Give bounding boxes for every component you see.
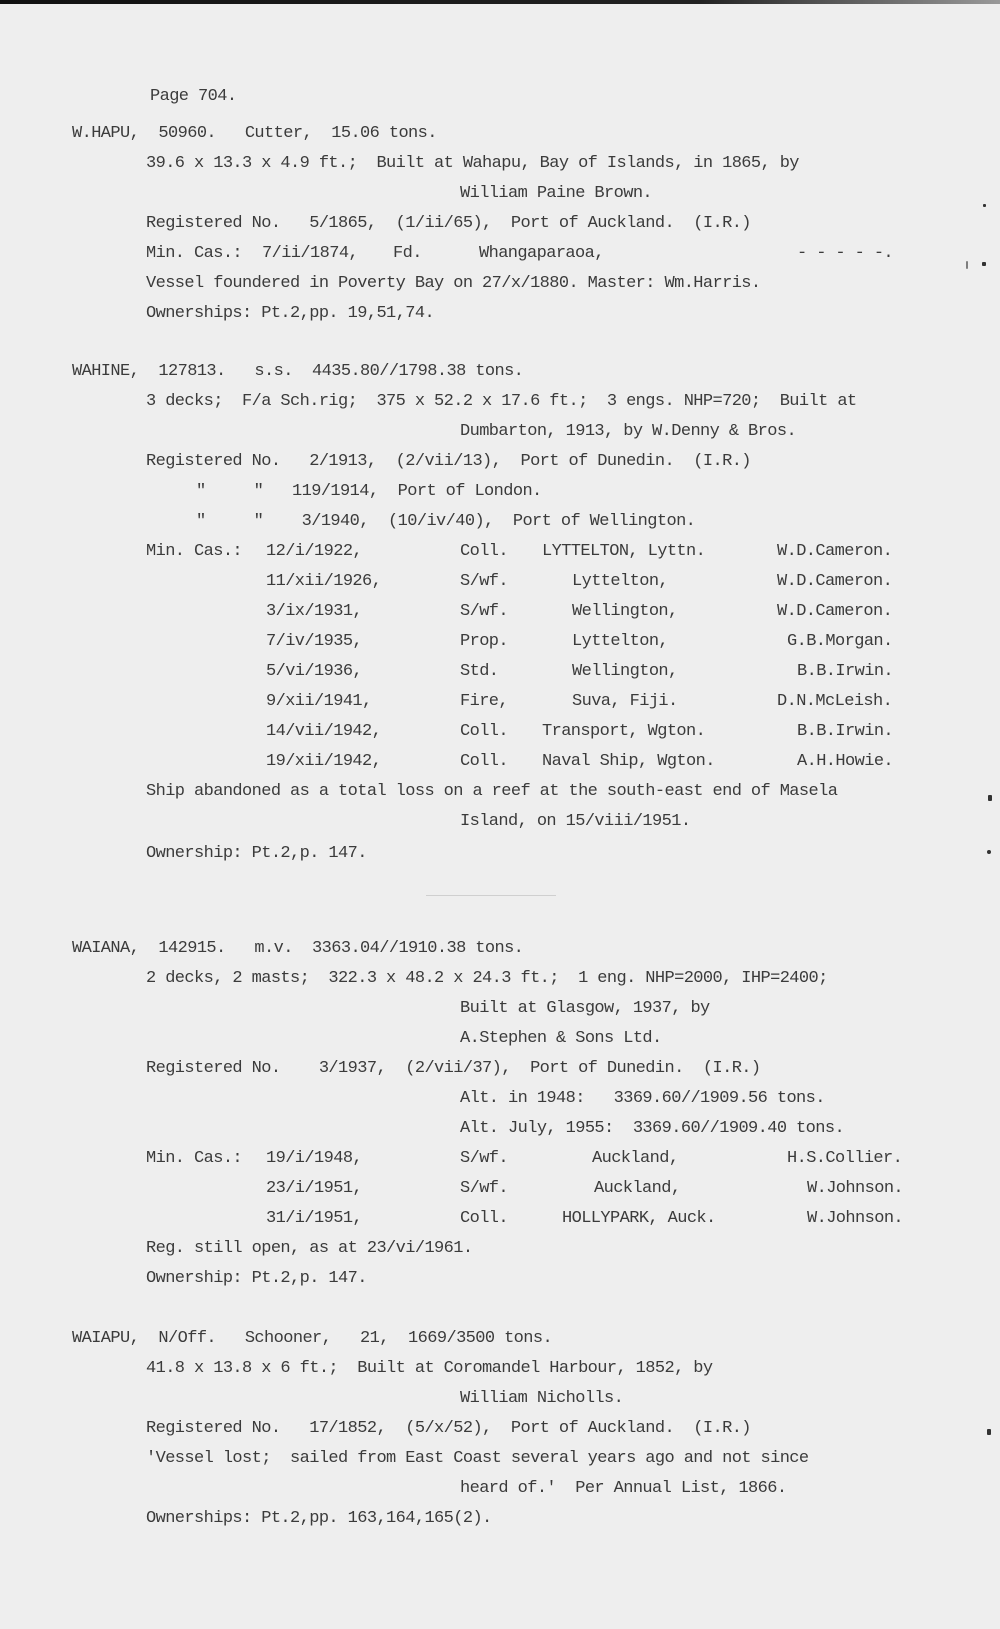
- entry-heading: WAIAPU, N/Off. Schooner, 21, 1669/3500 tons.: [72, 1329, 553, 1348]
- entry-note: heard of.' Per Annual List, 1866.: [460, 1479, 787, 1498]
- casualty-date: 3/ix/1931,: [266, 602, 363, 621]
- faint-rule: [426, 895, 556, 896]
- casualty-type: S/wf.: [460, 602, 509, 621]
- ownership-line: Ownership: Pt.2,p. 147.: [146, 1269, 367, 1288]
- entry-line: A.Stephen & Sons Ltd.: [460, 1029, 662, 1048]
- entry-line: 2 decks, 2 masts; 322.3 x 48.2 x 24.3 ft.; 1 eng. NHP=2000, IHP=2400;: [146, 969, 828, 988]
- entry-line: William Paine Brown.: [460, 184, 653, 203]
- casualty-master: W.Johnson.: [807, 1179, 904, 1198]
- casualty-type: S/wf.: [460, 1179, 509, 1198]
- entry-heading: WAHINE, 127813. s.s. 4435.80//1798.38 tons.: [72, 362, 524, 381]
- entry-line: 3 decks; F/a Sch.rig; 375 x 52.2 x 17.6 ft.; 3 engs. NHP=720; Built at: [146, 392, 857, 411]
- registration-line: " " 3/1940, (10/iv/40), Port of Wellington.: [196, 512, 696, 531]
- casualty-type: Fire,: [460, 692, 509, 711]
- casualty-master: W.D.Cameron.: [777, 542, 893, 561]
- registration-line: Registered No. 5/1865, (1/ii/65), Port of Auckland. (I.R.): [146, 214, 751, 233]
- casualty-type: Coll.: [460, 1209, 509, 1228]
- casualty-place: Auckland,: [592, 1149, 679, 1168]
- alteration-line: Alt. in 1948: 3369.60//1909.56 tons.: [460, 1089, 825, 1108]
- alteration-line: Alt. July, 1955: 3369.60//1909.40 tons.: [460, 1119, 845, 1138]
- casualty-master: W.D.Cameron.: [777, 602, 893, 621]
- casualty-type: Fd.: [393, 244, 422, 263]
- casualty-master: B.B.Irwin.: [797, 722, 894, 741]
- scan-speck: [982, 262, 986, 266]
- ownership-line: Ownerships: Pt.2,pp. 19,51,74.: [146, 304, 435, 323]
- casualty-type: Std.: [460, 662, 499, 681]
- casualty-date: 14/vii/1942,: [266, 722, 382, 741]
- casualty-type: Coll.: [460, 542, 509, 561]
- registration-line: Registered No. 2/1913, (2/vii/13), Port of Dunedin. (I.R.): [146, 452, 751, 471]
- casualty-place: Naval Ship, Wgton.: [542, 752, 715, 771]
- entry-line: Built at Glasgow, 1937, by: [460, 999, 710, 1018]
- casualty-place: Auckland,: [594, 1179, 681, 1198]
- casualties-label: Min. Cas.:: [146, 1149, 243, 1168]
- casualty-type: S/wf.: [460, 572, 509, 591]
- scan-speck: [987, 850, 991, 854]
- casualty-master: H.S.Collier.: [787, 1149, 903, 1168]
- page-number: Page 704.: [150, 87, 237, 106]
- casualty-master: W.D.Cameron.: [777, 572, 893, 591]
- entry-line: William Nicholls.: [460, 1389, 624, 1408]
- casualty-date: 5/vi/1936,: [266, 662, 363, 681]
- casualty-master: B.B.Irwin.: [797, 662, 894, 681]
- scan-speck: [966, 261, 968, 269]
- casualty-place: Wellington,: [572, 662, 678, 681]
- casualty-date: 19/xii/1942,: [266, 752, 382, 771]
- casualty-date: 7/ii/1874,: [262, 244, 359, 263]
- casualty-place: LYTTELTON, Lyttn.: [542, 542, 706, 561]
- casualties-label: Min. Cas.:: [146, 542, 243, 561]
- casualty-date: 19/i/1948,: [266, 1149, 363, 1168]
- entry-note: 'Vessel lost; sailed from East Coast several years ago and not since: [146, 1449, 809, 1468]
- casualty-place: Suva, Fiji.: [572, 692, 678, 711]
- scan-speck: [983, 204, 986, 207]
- casualty-type: Prop.: [460, 632, 509, 651]
- casualty-date: 7/iv/1935,: [266, 632, 363, 651]
- entry-heading: W.HAPU, 50960. Cutter, 15.06 tons.: [72, 124, 437, 143]
- ownership-line: Ownerships: Pt.2,pp. 163,164,165(2).: [146, 1509, 492, 1528]
- registration-line: Registered No. 3/1937, (2/vii/37), Port of Dunedin. (I.R.): [146, 1059, 761, 1078]
- entry-note: Vessel foundered in Poverty Bay on 27/x/1880. Master: Wm.Harris.: [146, 274, 761, 293]
- scan-speck: [987, 1429, 991, 1435]
- scan-speck: [988, 795, 992, 801]
- casualty-master: G.B.Morgan.: [787, 632, 893, 651]
- document-page: [0, 4, 1000, 1629]
- registration-line: " " 119/1914, Port of London.: [196, 482, 542, 501]
- casualty-type: S/wf.: [460, 1149, 509, 1168]
- casualty-place: Whangaparaoa,: [479, 244, 604, 263]
- ownership-line: Ownership: Pt.2,p. 147.: [146, 844, 367, 863]
- entry-note: Ship abandoned as a total loss on a reef at the south-east end of Masela: [146, 782, 838, 801]
- casualty-type: Coll.: [460, 752, 509, 771]
- casualty-place: Transport, Wgton.: [542, 722, 706, 741]
- registration-line: Registered No. 17/1852, (5/x/52), Port of Auckland. (I.R.): [146, 1419, 751, 1438]
- entry-line: 41.8 x 13.8 x 6 ft.; Built at Coromandel Harbour, 1852, by: [146, 1359, 713, 1378]
- casualty-place: Wellington,: [572, 602, 678, 621]
- casualty-date: 31/i/1951,: [266, 1209, 363, 1228]
- casualty-date: 23/i/1951,: [266, 1179, 363, 1198]
- casualty-master: D.N.McLeish.: [777, 692, 893, 711]
- casualty-date: 12/i/1922,: [266, 542, 363, 561]
- entry-line: 39.6 x 13.3 x 4.9 ft.; Built at Wahapu, Bay of Islands, in 1865, by: [146, 154, 799, 173]
- casualties-label: Min. Cas.:: [146, 244, 243, 263]
- entry-note: Island, on 15/viii/1951.: [460, 812, 691, 831]
- casualty-master: - - - - -.: [797, 244, 894, 263]
- casualty-place: HOLLYPARK, Auck.: [562, 1209, 716, 1228]
- entry-heading: WAIANA, 142915. m.v. 3363.04//1910.38 tons.: [72, 939, 524, 958]
- casualty-date: 11/xii/1926,: [266, 572, 382, 591]
- casualty-master: W.Johnson.: [807, 1209, 904, 1228]
- casualty-place: Lyttelton,: [572, 572, 669, 591]
- casualty-master: A.H.Howie.: [797, 752, 894, 771]
- casualty-place: Lyttelton,: [572, 632, 669, 651]
- entry-line: Dumbarton, 1913, by W.Denny & Bros.: [460, 422, 797, 441]
- casualty-date: 9/xii/1941,: [266, 692, 372, 711]
- casualty-type: Coll.: [460, 722, 509, 741]
- entry-note: Reg. still open, as at 23/vi/1961.: [146, 1239, 473, 1258]
